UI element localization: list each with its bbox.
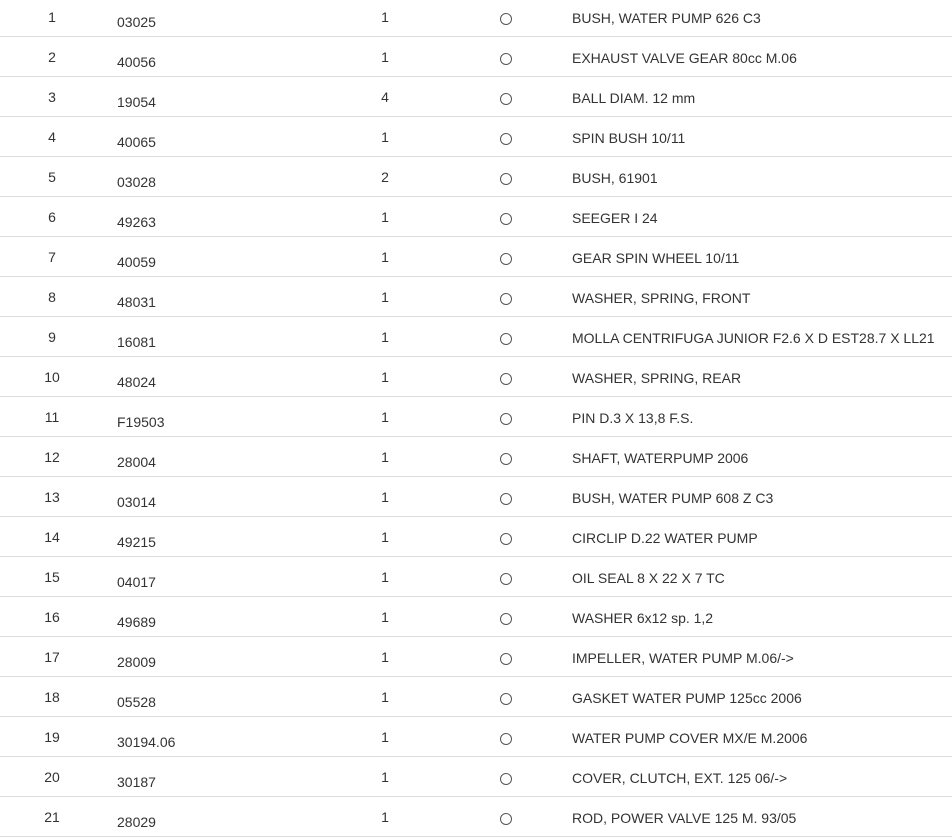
part-number: 5 (48, 169, 56, 185)
table-row (0, 357, 952, 397)
select-radio[interactable] (500, 93, 512, 105)
part-quantity: 1 (381, 809, 389, 825)
select-radio[interactable] (500, 493, 512, 505)
table-row (0, 277, 952, 317)
part-number: 17 (44, 649, 60, 665)
part-number: 3 (48, 89, 56, 105)
part-description: PIN D.3 X 13,8 F.S. (572, 410, 694, 426)
table-row (0, 517, 952, 557)
part-description: WATER PUMP COVER MX/E M.2006 (572, 730, 808, 746)
part-description: BALL DIAM. 12 mm (572, 90, 696, 106)
part-number: 20 (44, 769, 60, 785)
part-quantity: 1 (381, 129, 389, 145)
table-row (0, 317, 952, 357)
part-code: 40065 (117, 134, 156, 150)
table-row (0, 37, 952, 77)
select-radio[interactable] (500, 533, 512, 545)
part-number: 1 (48, 9, 56, 25)
select-radio[interactable] (500, 133, 512, 145)
part-description: SEEGER I 24 (572, 210, 658, 226)
part-description: COVER, CLUTCH, EXT. 125 06/-> (572, 770, 788, 786)
part-quantity: 1 (381, 249, 389, 265)
part-quantity: 1 (381, 9, 389, 25)
part-quantity: 4 (381, 89, 389, 105)
table-row (0, 717, 952, 757)
part-description: GASKET WATER PUMP 125cc 2006 (572, 690, 802, 706)
part-code: 28009 (117, 654, 156, 670)
part-code: 04017 (117, 574, 156, 590)
part-code: 40059 (117, 254, 156, 270)
part-code: 05528 (117, 694, 156, 710)
part-code: 28029 (117, 814, 156, 830)
select-radio[interactable] (500, 413, 512, 425)
select-radio[interactable] (500, 453, 512, 465)
part-code: 03014 (117, 494, 156, 510)
select-radio[interactable] (500, 373, 512, 385)
select-radio[interactable] (500, 53, 512, 65)
part-description: MOLLA CENTRIFUGA JUNIOR F2.6 X D EST28.7 X LL21 (572, 330, 935, 346)
select-radio[interactable] (500, 773, 512, 785)
part-description: SPIN BUSH 10/11 (572, 130, 686, 146)
table-row (0, 637, 952, 677)
part-number: 6 (48, 209, 56, 225)
part-description: SHAFT, WATERPUMP 2006 (572, 450, 749, 466)
part-code: 48031 (117, 294, 156, 310)
part-number: 19 (44, 729, 60, 745)
part-description: EXHAUST VALVE GEAR 80cc M.06 (572, 50, 797, 66)
part-description: OIL SEAL 8 X 22 X 7 TC (572, 570, 725, 586)
part-description: BUSH, 61901 (572, 170, 658, 186)
part-quantity: 1 (381, 529, 389, 545)
part-number: 14 (44, 529, 60, 545)
select-radio[interactable] (500, 213, 512, 225)
part-quantity: 1 (381, 769, 389, 785)
part-number: 10 (44, 369, 60, 385)
part-number: 8 (48, 289, 56, 305)
table-row (0, 597, 952, 637)
part-description: ROD, POWER VALVE 125 M. 93/05 (572, 810, 797, 826)
part-code: 49215 (117, 534, 156, 550)
part-code: 49263 (117, 214, 156, 230)
table-row (0, 117, 952, 157)
select-radio[interactable] (500, 253, 512, 265)
part-number: 2 (48, 49, 56, 65)
select-radio[interactable] (500, 653, 512, 665)
part-quantity: 1 (381, 569, 389, 585)
part-quantity: 1 (381, 289, 389, 305)
table-row (0, 397, 952, 437)
part-quantity: 1 (381, 49, 389, 65)
table-row (0, 437, 952, 477)
select-radio[interactable] (500, 293, 512, 305)
part-code: F19503 (117, 414, 165, 430)
part-code: 19054 (117, 94, 156, 110)
part-code: 30187 (117, 774, 156, 790)
part-quantity: 1 (381, 329, 389, 345)
part-quantity: 1 (381, 649, 389, 665)
part-number: 4 (48, 129, 56, 145)
select-radio[interactable] (500, 733, 512, 745)
select-radio[interactable] (500, 813, 512, 825)
table-row (0, 677, 952, 717)
part-code: 16081 (117, 334, 156, 350)
part-number: 15 (44, 569, 60, 585)
part-description: WASHER, SPRING, REAR (572, 370, 742, 386)
select-radio[interactable] (500, 693, 512, 705)
table-row (0, 237, 952, 277)
part-code: 49689 (117, 614, 156, 630)
table-row (0, 757, 952, 797)
part-code: 03028 (117, 174, 156, 190)
part-quantity: 2 (381, 169, 389, 185)
part-quantity: 1 (381, 409, 389, 425)
table-row (0, 157, 952, 197)
part-description: WASHER, SPRING, FRONT (572, 290, 751, 306)
part-description: WASHER 6x12 sp. 1,2 (572, 610, 714, 626)
select-radio[interactable] (500, 613, 512, 625)
table-row (0, 797, 952, 837)
part-quantity: 1 (381, 209, 389, 225)
part-number: 13 (44, 489, 60, 505)
select-radio[interactable] (500, 333, 512, 345)
part-description: BUSH, WATER PUMP 608 Z C3 (572, 490, 774, 506)
part-number: 16 (44, 609, 60, 625)
part-description: GEAR SPIN WHEEL 10/11 (572, 250, 740, 266)
select-radio[interactable] (500, 173, 512, 185)
part-code: 30194.06 (117, 734, 176, 750)
table-row (0, 477, 952, 517)
table-row (0, 557, 952, 597)
part-description: BUSH, WATER PUMP 626 C3 (572, 10, 761, 26)
part-number: 7 (48, 249, 56, 265)
part-quantity: 1 (381, 489, 389, 505)
table-row (0, 0, 952, 37)
part-description: IMPELLER, WATER PUMP M.06/-> (572, 650, 794, 666)
part-number: 21 (44, 809, 60, 825)
part-code: 03025 (117, 14, 156, 30)
part-quantity: 1 (381, 609, 389, 625)
part-number: 9 (48, 329, 56, 345)
part-number: 18 (44, 689, 60, 705)
part-code: 28004 (117, 454, 156, 470)
part-quantity: 1 (381, 729, 389, 745)
table-row (0, 197, 952, 237)
select-radio[interactable] (500, 13, 512, 25)
part-code: 40056 (117, 54, 156, 70)
part-quantity: 1 (381, 689, 389, 705)
part-quantity: 1 (381, 369, 389, 385)
part-description: CIRCLIP D.22 WATER PUMP (572, 530, 758, 546)
select-radio[interactable] (500, 573, 512, 585)
part-quantity: 1 (381, 449, 389, 465)
part-number: 12 (44, 449, 60, 465)
table-row (0, 77, 952, 117)
part-code: 48024 (117, 374, 156, 390)
part-number: 11 (44, 409, 60, 425)
